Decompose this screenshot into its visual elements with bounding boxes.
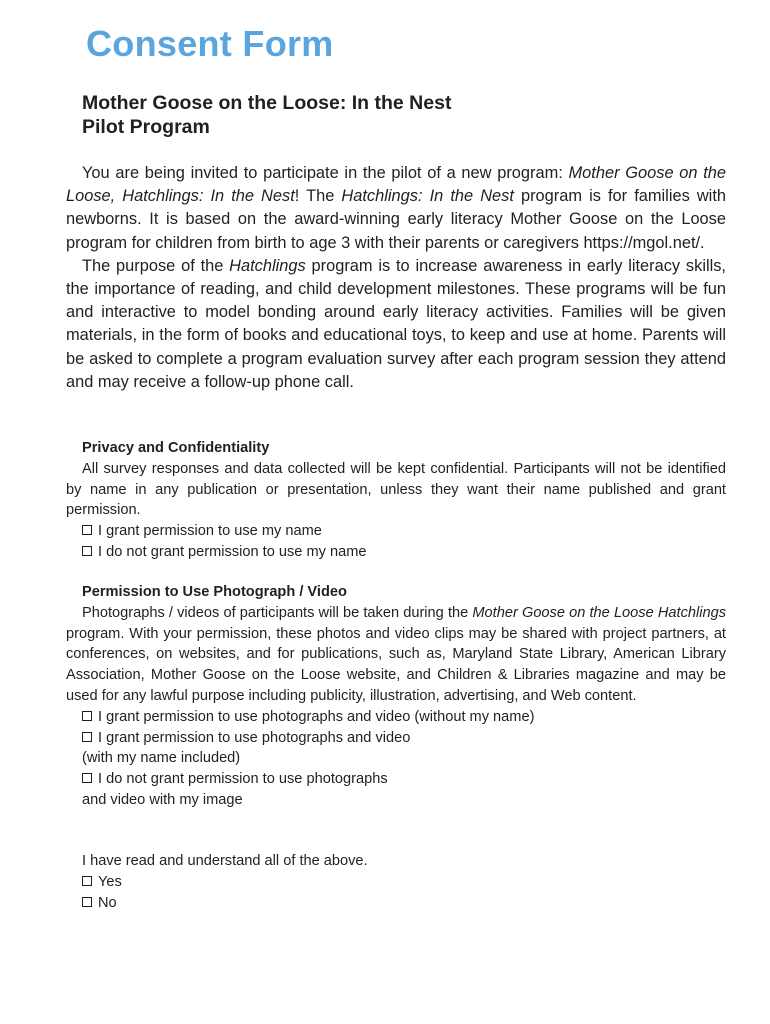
privacy-options (66, 521, 726, 563)
privacy-body: All survey responses and data collected will be kept confidential. Participants will not be identified by name in any publication or presentation, unless they want their name published and grant permission. (66, 460, 726, 519)
checkbox[interactable] (82, 897, 92, 907)
program-name-italic: Hatchlings (229, 256, 306, 275)
option-label: I grant permission to use my name (98, 523, 322, 540)
intro-text (66, 162, 726, 394)
privacy-option-grant[interactable] (82, 521, 726, 542)
program-title-line-2: Pilot Program (82, 115, 210, 138)
program-title-line-1: Mother Goose on the Loose: In the Nest (82, 92, 452, 114)
photo-option-with-name[interactable] (82, 728, 726, 749)
intro-text-run: ! The (294, 187, 342, 206)
photo-option-deny-continued: and video with my image (82, 791, 243, 808)
photo-text-run: program. With your permission, these photos and video clips may be shared with project partners, at conferences, on websites, and for publications, such as, Maryland State Library, American Library Association, Mother Goose on the Loose website, and Children & Libraries magazine and may be used for any lawful purpose including publicity, illustration, advertising, and Web content. (66, 625, 726, 704)
acknowledge-section (66, 851, 726, 913)
acknowledge-option-no[interactable] (82, 893, 726, 914)
intro-text-run: You are being invited to participate in the pilot of a new program: (82, 164, 569, 182)
checkbox[interactable] (82, 546, 92, 556)
program-name-italic: Mother Goose on the Loose, Hatchlings: In the Nest (66, 164, 727, 206)
photo-text-run: Photographs / videos of participants will be taken during the (82, 604, 473, 621)
program-name-italic: Hatchlings: In the Nest (341, 187, 514, 206)
form-title: Consent Form (86, 23, 334, 64)
privacy-option-deny[interactable] (82, 542, 726, 563)
acknowledge-option-yes[interactable] (82, 872, 726, 893)
option-label: Yes (98, 873, 122, 890)
privacy-heading: Privacy and Confidentiality (82, 440, 270, 456)
photo-body (66, 603, 726, 707)
option-label: I grant permission to use photographs and video (98, 729, 411, 746)
photo-option-with-name-continued: (with my name included) (82, 750, 241, 767)
intro-paragraph-2 (66, 255, 726, 394)
intro-text-run: The purpose of the (82, 256, 230, 275)
option-label: I grant permission to use photographs and video (without my name) (98, 708, 535, 725)
intro-text-run: program is for families with newborns. It is based on the award-winning early literacy Mother Goose on the Loose program for children from birth to age 3 with their parents or caregivers https://mgol.net/. (66, 187, 726, 252)
photo-option-without-name[interactable] (82, 707, 726, 728)
photo-section (66, 582, 726, 811)
checkbox[interactable] (82, 711, 92, 721)
photo-heading: Permission to Use Photograph / Video (82, 584, 347, 600)
option-label: I do not grant permission to use photographs (98, 771, 388, 788)
option-label: I do not grant permission to use my name (98, 543, 367, 560)
acknowledge-options (66, 872, 726, 914)
intro-paragraph-1 (66, 162, 726, 255)
photo-options (66, 707, 726, 811)
privacy-section (66, 438, 726, 563)
program-title (82, 92, 451, 139)
checkbox[interactable] (82, 876, 92, 886)
checkbox[interactable] (82, 732, 92, 742)
photo-option-deny[interactable] (82, 769, 726, 790)
option-label: No (98, 894, 117, 911)
intro-text-run: program is to increase awareness in early literacy skills, the importance of reading, and child development milestones. These programs will be fun and interactive to model bonding around early literacy activities. Families will be given materials, in the form of books and educational toys, to keep and use at home. Parents will be asked to complete a program evaluation survey after each program session they attend and may receive a follow-up phone call. (66, 256, 726, 391)
program-name-italic: Mother Goose on the Loose Hatchlings (472, 604, 726, 621)
acknowledge-statement: I have read and understand all of the above. (82, 853, 368, 869)
checkbox[interactable] (82, 525, 92, 535)
checkbox[interactable] (82, 773, 92, 783)
